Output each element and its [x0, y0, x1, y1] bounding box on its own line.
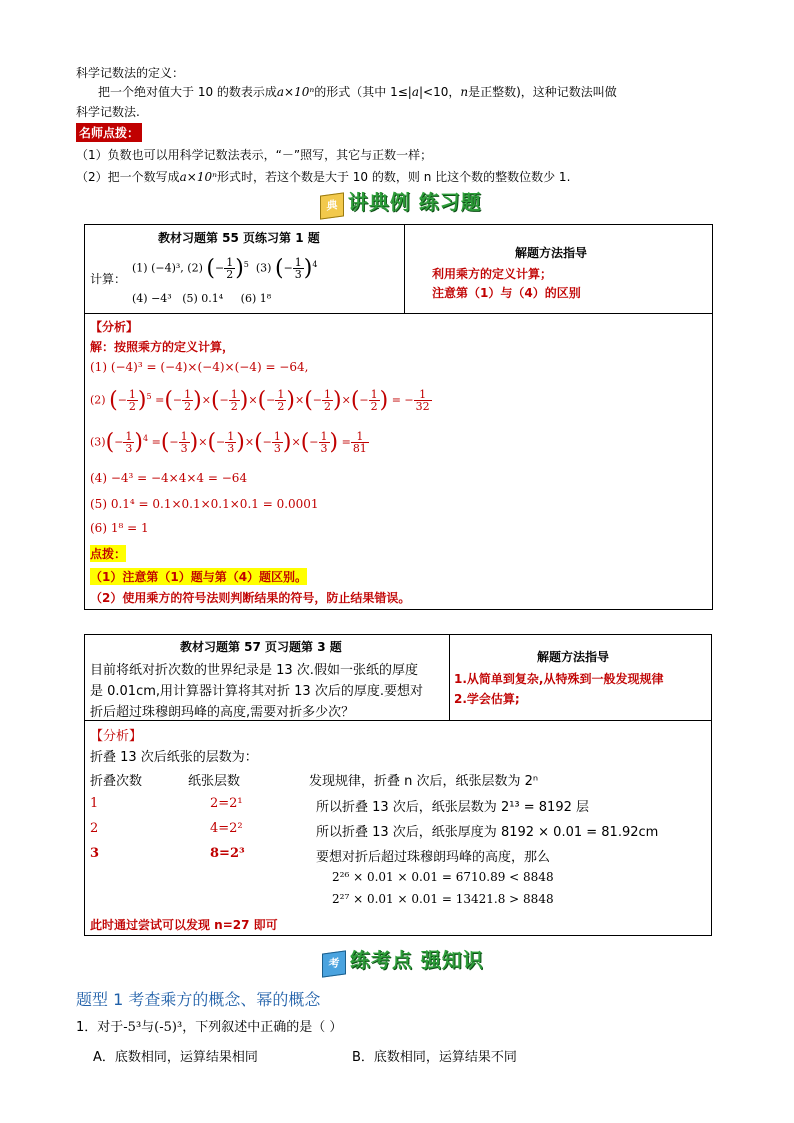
example1-box — [84, 224, 713, 610]
item2-label: (2) — [187, 261, 203, 275]
question-1-expr1: -5³ — [123, 1020, 142, 1035]
definition-heading: 科学记数法的定义： — [76, 66, 185, 80]
line-everest: 要想对折后超过珠穆朗玛峰的高度，那么 — [316, 850, 551, 865]
col-header-folds: 折叠次数 — [90, 774, 143, 789]
step3: (3)(− $\frac{1}{3}$ )$^4$ =(− $\frac{1}{3}$ )×(− $\frac{1}{3}$ )×(− $\frac{1}{3}$ )×(− $\frac{1}{3}$ ) = $\frac{1}{81}$ — [90, 430, 367, 455]
definition-text-a: 把一个绝对值大于 10 的数表示成 — [98, 85, 277, 99]
question-1-mid: 与 — [141, 1020, 155, 1035]
tips-badge: 名师点拨： — [76, 123, 142, 142]
step2-rnum: 1 — [414, 389, 432, 401]
step4: (4) −4³ = −4×4×4 = −64 — [90, 471, 248, 485]
item3-label: (3) — [255, 261, 272, 275]
tips-item1: （1）负数也可以用科学记数法表示，“－”照写，其它与正数一样； — [76, 148, 433, 162]
line-layers: 所以折叠 13 次后，纸张层数为 2¹³ = 8192 层 — [316, 800, 590, 815]
definition-text-d: 是正整数)，这种记数法叫做 — [468, 85, 617, 99]
hint1: （1）注意第（1）题与第（4）题区别。 — [90, 570, 308, 584]
item6: (6) 1⁸ — [240, 292, 272, 305]
question-1 — [76, 1016, 342, 1035]
step2-rden: 32 — [415, 400, 430, 413]
item3-exp: 4 — [312, 259, 318, 269]
guide2-line2: 2.学会估算; — [454, 692, 520, 706]
definition-n: n — [460, 85, 469, 99]
problem-line2: 是 0.01cm,用计算器计算将其对折 13 次后的厚度.要想对 — [90, 684, 423, 699]
step2-label: (2) — [90, 393, 106, 407]
solution-intro: 解：按照乘方的定义计算， — [90, 340, 235, 354]
fold-row-1-n: 1 — [90, 796, 99, 811]
item3-num: 1 — [294, 256, 302, 269]
step5: (5) 0.1⁴ = 0.1×0.1×0.1×0.1 = 0.0001 — [90, 497, 319, 511]
tips-item2-b: 形式时，若这个数是大于 10 的数，则 n 比这个数的整数位数少 1. — [216, 170, 571, 184]
analysis1-label: 【分析】 — [90, 320, 139, 334]
fold-row-2-n: 2 — [90, 821, 99, 836]
definition-text-b: 的形式（其中 1≤| — [314, 85, 412, 99]
item2-den: 2 — [226, 268, 234, 281]
tips-item2-a: （2）把一个数写成 — [76, 170, 180, 184]
item4: (4) −4³ — [132, 292, 172, 305]
inequality-27: 2²⁷ × 0.01 × 0.01 = 13421.8 > 8848 — [332, 892, 554, 906]
compute-label: 计算： — [90, 272, 127, 286]
fold-row-1-layers: 2=2¹ — [210, 796, 243, 811]
guide2-title: 解题方法指导 — [537, 650, 610, 664]
example2-divider — [84, 720, 711, 721]
step3-label: (3) — [90, 435, 106, 449]
example1-divider — [84, 313, 712, 314]
question-1-a: 1．对于 — [76, 1020, 124, 1035]
col-header-layers: 纸张层数 — [188, 774, 241, 789]
question-1-b: ，下列叙述中正确的是（ ） — [182, 1020, 343, 1035]
banner-examples — [320, 186, 482, 218]
banner-examples-title: 讲典例 练习题 — [347, 190, 482, 214]
banner-practice-title: 练考点 强知识 — [349, 948, 484, 972]
tips-item2 — [76, 168, 570, 185]
conclusion: 此时通过尝试可以发现 n=27 即可 — [90, 918, 278, 932]
section-title: 题型 1 考查乘方的概念、幂的概念 — [76, 990, 321, 1009]
guide1-line1: 利用乘方的定义计算； — [432, 267, 553, 281]
fold-row-3-layers: 8=2³ — [210, 846, 245, 861]
step3-rden: 81 — [352, 442, 367, 455]
example1-items-row2 — [132, 292, 271, 305]
guide2-line1: 1.从简单到复杂,从特殊到一般发现规律 — [454, 672, 664, 686]
example2-source: 教材习题第 57 页习题第 3 题 — [180, 640, 342, 654]
item5: (5) 0.1⁴ — [182, 292, 224, 305]
rule-text: 发现规律，折叠 n 次后，纸张层数为 2ⁿ — [309, 774, 539, 789]
line-thickness: 所以折叠 13 次后，纸张厚度为 8192 × 0.01 = 81.92cm — [316, 825, 659, 840]
fold-row-2-layers: 4=2² — [210, 821, 243, 836]
step2-result: = − — [391, 393, 414, 407]
option-b[interactable]: B．底数相同，运算结果不同 — [352, 1050, 517, 1065]
item3-den: 3 — [294, 268, 302, 281]
banner-practice — [322, 944, 484, 976]
fold-row-3-n: 3 — [90, 846, 100, 861]
guide1-title: 解题方法指导 — [515, 246, 588, 260]
analysis2-label: 【分析】 — [90, 729, 143, 744]
hint2: （2）使用乘方的符号法则判断结果的符号，防止结果错误。 — [90, 591, 411, 605]
problem-line3: 折后超过珠穆朗玛峰的高度,需要对折多少次？ — [90, 705, 355, 720]
example2-col-divider — [449, 634, 450, 721]
step3-rnum: 1 — [351, 431, 369, 443]
dian-icon: 典 — [320, 192, 344, 219]
item2-num: 1 — [226, 256, 234, 269]
step1: (1) (−4)³ = (−4)×(−4)×(−4) = −64, — [90, 360, 309, 374]
definition-text-c: |<10， — [418, 85, 461, 99]
definition-a: a — [411, 85, 419, 99]
layers-intro: 折叠 13 次后纸张的层数为： — [90, 750, 258, 765]
definition-expr: a×10ⁿ — [276, 85, 315, 99]
step6: (6) 1⁸ = 1 — [90, 521, 149, 535]
kao-icon: 考 — [322, 950, 346, 977]
guide1-line2: 注意第（1）与（4）的区别 — [432, 286, 581, 300]
item1: (1) (−4)³, — [132, 261, 184, 275]
example1-col-divider — [404, 224, 405, 314]
definition-line2: 科学记数法. — [76, 105, 140, 119]
example1-items-row1: (1) (−4)³, (2) (− $\frac{1}{2}$ )$^5$ (3) (− $\frac{1}{3}$ )$^4$ — [132, 256, 318, 281]
definition-line1 — [98, 83, 617, 100]
hint-label: 点拨： — [90, 547, 127, 561]
question-1-expr2: (-5)³ — [154, 1020, 183, 1035]
option-a[interactable]: A．底数相同，运算结果相同 — [93, 1050, 258, 1065]
problem-line1: 目前将纸对折次数的世界纪录是 13 次.假如一张纸的厚度 — [90, 663, 418, 678]
step2: (2) (− $\frac{1}{2}$ )$^5$ =(− $\frac{1}{2}$ )×(− $\frac{1}{2}$ )×(− $\frac{1}{2}$ )×(− $\frac{1}{2}$ )×(− $\frac{1}{2}$ ) = − $\frac{1}{32}$ — [90, 388, 430, 413]
step3-result: = — [341, 435, 351, 449]
tips-item2-expr: a×10ⁿ — [179, 170, 217, 184]
inequality-26: 2²⁶ × 0.01 × 0.01 = 6710.89 < 8848 — [332, 870, 554, 884]
example1-source: 教材习题第 55 页练习第 1 题 — [158, 231, 320, 245]
item2-exp: 5 — [243, 259, 249, 269]
